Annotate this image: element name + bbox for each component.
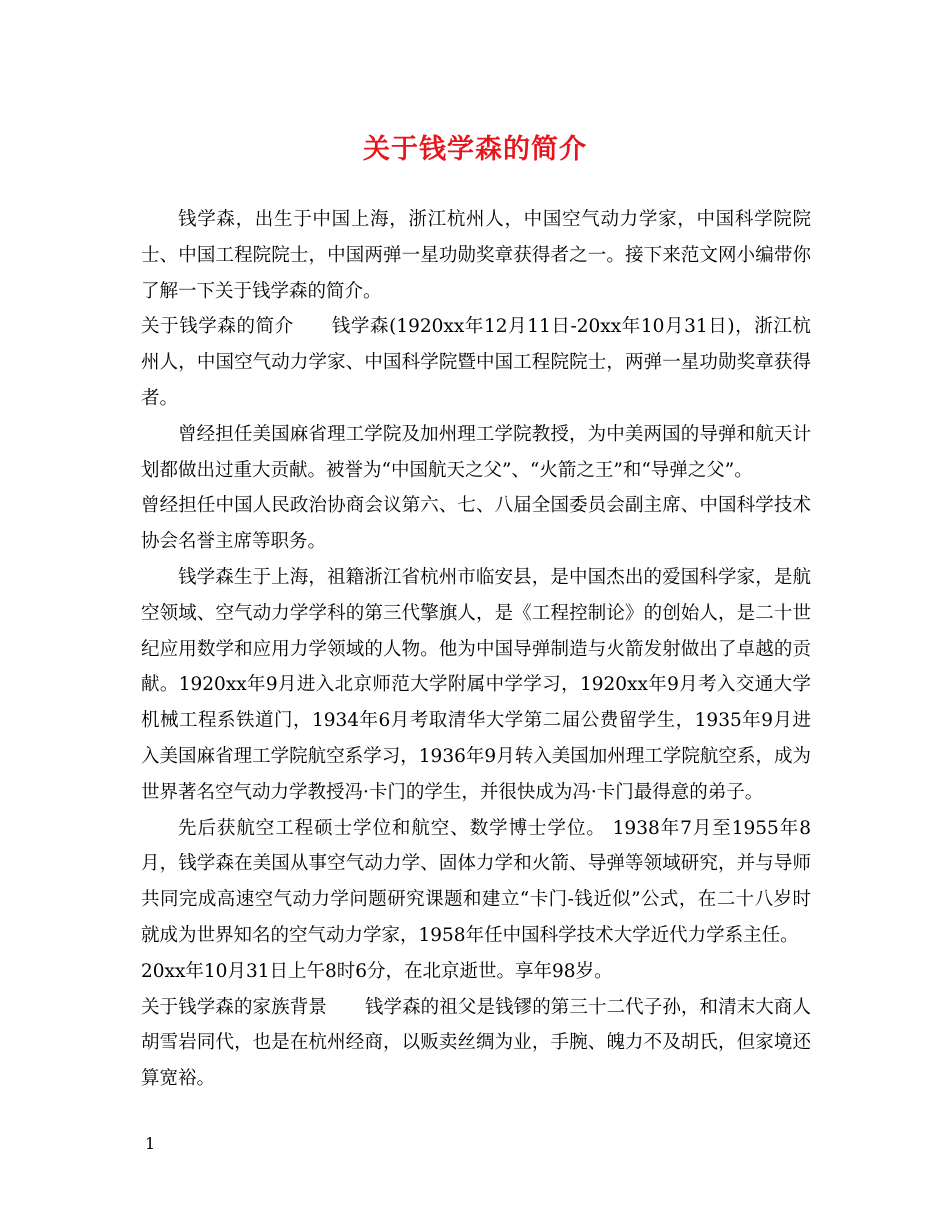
paragraph-brief-intro xyxy=(141,309,811,416)
paragraph-brief-text: 钱学森(1920xx年12月11日-20xx年10月31日)，浙江杭州人，中国空气动力学家、中国科学院暨中国工程院院士，两弹一星功勋奖章获得者。 xyxy=(141,316,811,409)
paragraph-family-background xyxy=(141,990,811,1097)
document-body xyxy=(141,202,811,1097)
paragraph-intro: 钱学森，出生于中国上海，浙江杭州人，中国空气动力学家，中国科学院院士、中国工程院院士，中国两弹一星功勋奖章获得者之一。接下来范文网小编带你了解一下关于钱学森的简介。 xyxy=(141,209,811,302)
paragraph-biography: 钱学森生于上海，祖籍浙江省杭州市临安县，是中国杰出的爱国科学家，是航空领域、空气动力学学科的第三代擎旗人，是《工程控制论》的创始人，是二十世纪应用数学和应用力学领域的人物。他为中国导弹制造与火箭发射做出了卓越的贡献。1920xx年9月进入北京师范大学附属中学学习，1920xx年9月考入交通大学机械工程系铁道门，1934年6月考取清华大学第二届公费留学生，1935年9月进入美国麻省理工学院航空系学习，1936年9月转入美国加州理工学院航空系，成为世界著名空气动力学教授冯·卡门的学生，并很快成为冯·卡门最得意的弟子。 xyxy=(141,566,811,803)
section-heading-family: 关于钱学森的家族背景 xyxy=(141,996,327,1018)
page-number: 1 xyxy=(145,1134,156,1153)
paragraph-family-text: 钱学森的祖父是钱镠的第三十二代子孙，和清末大商人胡雪岩同代，也是在杭州经商，以贩卖丝绸为业，手腕、魄力不及胡氏，但家境还算宽裕。 xyxy=(141,996,811,1090)
paragraph-achievements: 先后获航空工程硕士学位和航空、数学博士学位。 1938年7月至1955年8月，钱学森在美国从事空气动力学、固体力学和火箭、导弹等领域研究，并与导师共同完成高速空气动力学问题研究课题和建立“卡门-钱近似”公式，在二十八岁时就成为世界知名的空气动力学家，1958年任中国科学技术大学近代力学系主任。 xyxy=(141,817,811,946)
section-heading-brief: 关于钱学森的简介 xyxy=(141,316,294,338)
document-title: 关于钱学森的简介 xyxy=(363,134,587,165)
paragraph-positions: 曾经担任中国人民政治协商会议第六、七、八届全国委员会副主席、中国科学技术协会名誉主席等职务。 xyxy=(141,495,811,553)
paragraph-career: 曾经担任美国麻省理工学院及加州理工学院教授，为中美两国的导弹和航天计划都做出过重大贡献。被誉为“中国航天之父”、“火箭之王”和“导弹之父”。 xyxy=(141,423,811,481)
paragraph-death: 20xx年10月31日上午8时6分，在北京逝世。享年98岁。 xyxy=(141,960,613,982)
